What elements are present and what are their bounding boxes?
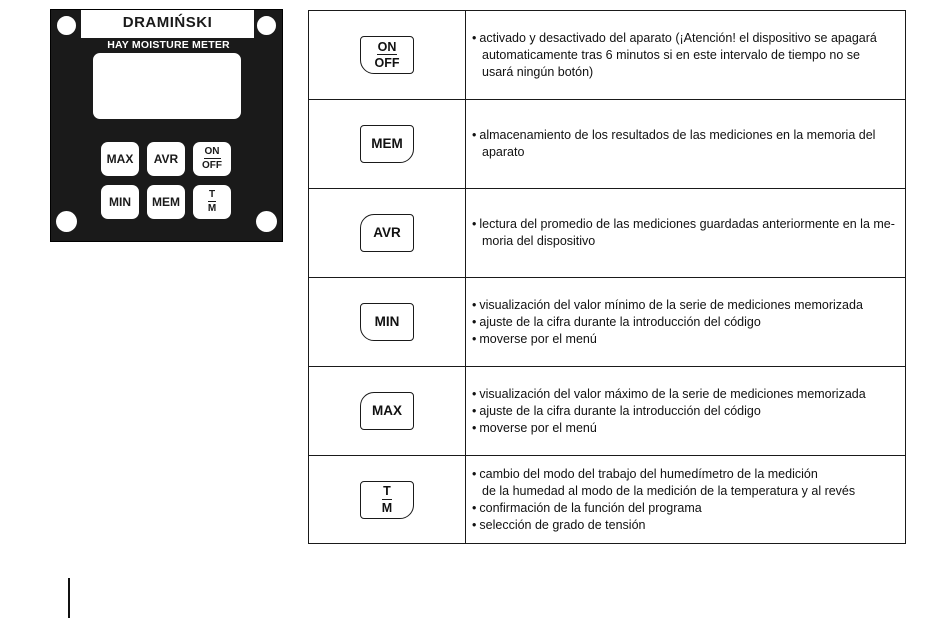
description-line: • cambio del modo del trabajo del humedímetro de la medición — [472, 466, 901, 483]
mount-hole-icon — [56, 211, 77, 232]
button-function-table — [308, 10, 906, 544]
device-avr-label: AVR — [153, 152, 179, 166]
device-mem-label: MEM — [152, 195, 180, 209]
key-cell — [309, 100, 466, 189]
mount-hole-icon — [56, 15, 77, 36]
max-key-icon — [360, 392, 414, 430]
device-off-label: OFF — [202, 160, 222, 171]
description-line: • ajuste de la cifra durante la introducción del código — [472, 403, 901, 420]
description-cell — [466, 456, 906, 544]
device-max-button — [101, 142, 139, 176]
device-t-label: T — [208, 189, 216, 200]
description-line: • moverse por el menú — [472, 420, 901, 437]
min-key-icon — [360, 303, 414, 341]
table-row — [309, 367, 906, 456]
key-cell — [309, 278, 466, 367]
brand-logo: DRAMIŃSKI — [122, 14, 213, 31]
device-mem-button — [147, 185, 185, 219]
device-tm-button — [193, 185, 231, 219]
description-line: • ajuste de la cifra durante la introducción del código — [472, 314, 901, 331]
avr-key-icon — [360, 214, 414, 252]
key-label: MAX — [372, 403, 402, 419]
description-line: aparato — [482, 145, 525, 159]
mount-hole-icon — [256, 211, 277, 232]
margin-bar — [68, 578, 70, 618]
device-max-label: MAX — [106, 152, 134, 166]
table-row — [309, 456, 906, 544]
key-cell — [309, 456, 466, 544]
key-label: MIN — [374, 314, 400, 330]
description-line: de la humedad al modo de la medición de la temperatura y al revés — [482, 483, 856, 498]
table-row — [309, 189, 906, 278]
brand-band — [81, 10, 254, 38]
tm-key-icon — [360, 481, 414, 519]
key-cell — [309, 189, 466, 278]
key-label-bottom: M — [381, 500, 393, 515]
description-line: • confirmación de la función del programa — [472, 500, 901, 517]
mem-key-icon — [360, 125, 414, 163]
device-m-label: M — [207, 203, 217, 214]
table-row — [309, 278, 906, 367]
device-min-button — [101, 185, 139, 219]
key-label-top: ON — [377, 39, 397, 54]
key-label: MEM — [371, 136, 403, 152]
description-cell — [466, 100, 906, 189]
description-line: • selección de grado de tensión — [472, 517, 901, 534]
key-label-top: T — [383, 484, 391, 498]
key-label-bottom: OFF — [374, 56, 400, 70]
description-line: usará ningún botón) — [482, 64, 594, 79]
device-subtitle: HAY MOISTURE METER — [107, 39, 230, 51]
onoff-key-icon — [360, 36, 414, 74]
description-line: automaticamente tras 6 minutos si en este intervalo de tiempo no se — [482, 47, 860, 62]
key-cell — [309, 367, 466, 456]
description-cell — [466, 11, 906, 100]
table-row — [309, 11, 906, 100]
key-cell — [309, 11, 466, 100]
device-on-label: ON — [204, 146, 220, 157]
description-line: • moverse por el menú — [472, 331, 901, 348]
description-cell — [466, 367, 906, 456]
device-onoff-button — [193, 142, 231, 176]
device-min-label: MIN — [109, 195, 131, 209]
description-line: moria del dispositivo — [482, 234, 596, 248]
description-line: • visualización del valor máximo de la serie de mediciones memorizada — [472, 386, 901, 403]
description-cell — [466, 189, 906, 278]
device-avr-button — [147, 142, 185, 176]
device-display — [92, 52, 242, 120]
key-label: AVR — [373, 225, 401, 241]
description-line: • lectura del promedio de las mediciones guardadas anteriormente en la me- — [472, 216, 901, 233]
mount-hole-icon — [256, 15, 277, 36]
description-line: • almacenamiento de los resultados de las mediciones en la memoria del — [472, 127, 901, 144]
description-cell — [466, 278, 906, 367]
description-line: • activado y desactivado del aparato (¡Atención! el dispositivo se apagará — [472, 30, 901, 47]
table-row — [309, 100, 906, 189]
device-panel — [50, 9, 283, 242]
description-line: • visualización del valor mínimo de la serie de mediciones memorizada — [472, 297, 901, 314]
